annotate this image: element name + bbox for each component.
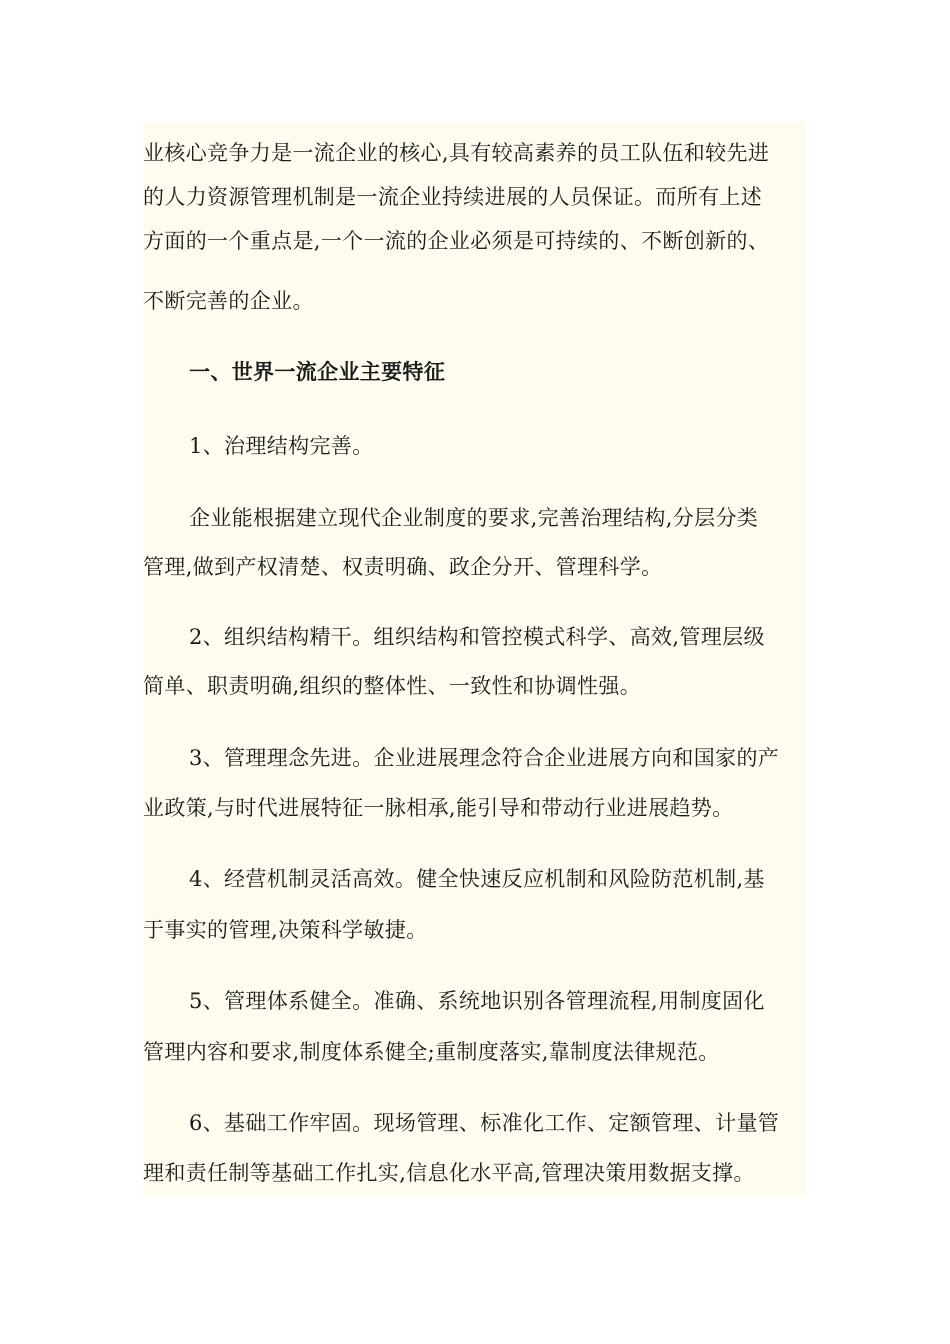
- paragraph-line: 方面的一个重点是,一个一流的企业必须是可持续的、不断创新的、: [143, 229, 770, 253]
- paragraph-line: 理和责任制等基础工作扎实,信息化水平高,管理决策用数据支撑。: [143, 1161, 755, 1185]
- paragraph-line: 5、管理体系健全。准确、系统地识别各管理流程,用制度固化: [189, 989, 765, 1013]
- document-body: [143, 122, 806, 1197]
- paragraph-line: 4、经营机制灵活高效。健全快速反应机制和风险防范机制,基: [189, 867, 765, 891]
- paragraph-line: 3、管理理念先进。企业进展理念符合企业进展方向和国家的产: [189, 746, 780, 770]
- paragraph-line: 简单、职责明确,组织的整体性、一致性和协调性强。: [143, 674, 642, 698]
- paragraph-line: 企业能根据建立现代企业制度的要求,完善治理结构,分层分类: [189, 506, 759, 530]
- paragraph-line: 于事实的管理,决策科学敏捷。: [143, 918, 428, 942]
- paragraph-line: 不断完善的企业。: [143, 289, 314, 313]
- item-title: 1、治理结构完善。: [189, 434, 374, 458]
- paragraph-line: 6、基础工作牢固。现场管理、标准化工作、定额管理、计量管: [189, 1111, 780, 1135]
- paragraph-line: 业政策,与时代进展特征一脉相承,能引导和带动行业进展趋势。: [143, 796, 734, 820]
- paragraph-line: 的人力资源管理机制是一流企业持续进展的人员保证。而所有上述: [143, 185, 763, 209]
- paragraph-line: 2、组织结构精干。组织结构和管控模式科学、高效,管理层级: [189, 625, 765, 649]
- paragraph-line: 业核心竞争力是一流企业的核心,具有较高素养的员工队伍和较先进: [143, 141, 770, 165]
- paragraph-line: 管理内容和要求,制度体系健全;重制度落实,靠制度法律规范。: [143, 1040, 720, 1064]
- section-heading: 一、世界一流企业主要特征: [189, 359, 446, 384]
- paragraph-line: 管理,做到产权清楚、权责明确、政企分开、管理科学。: [143, 555, 663, 579]
